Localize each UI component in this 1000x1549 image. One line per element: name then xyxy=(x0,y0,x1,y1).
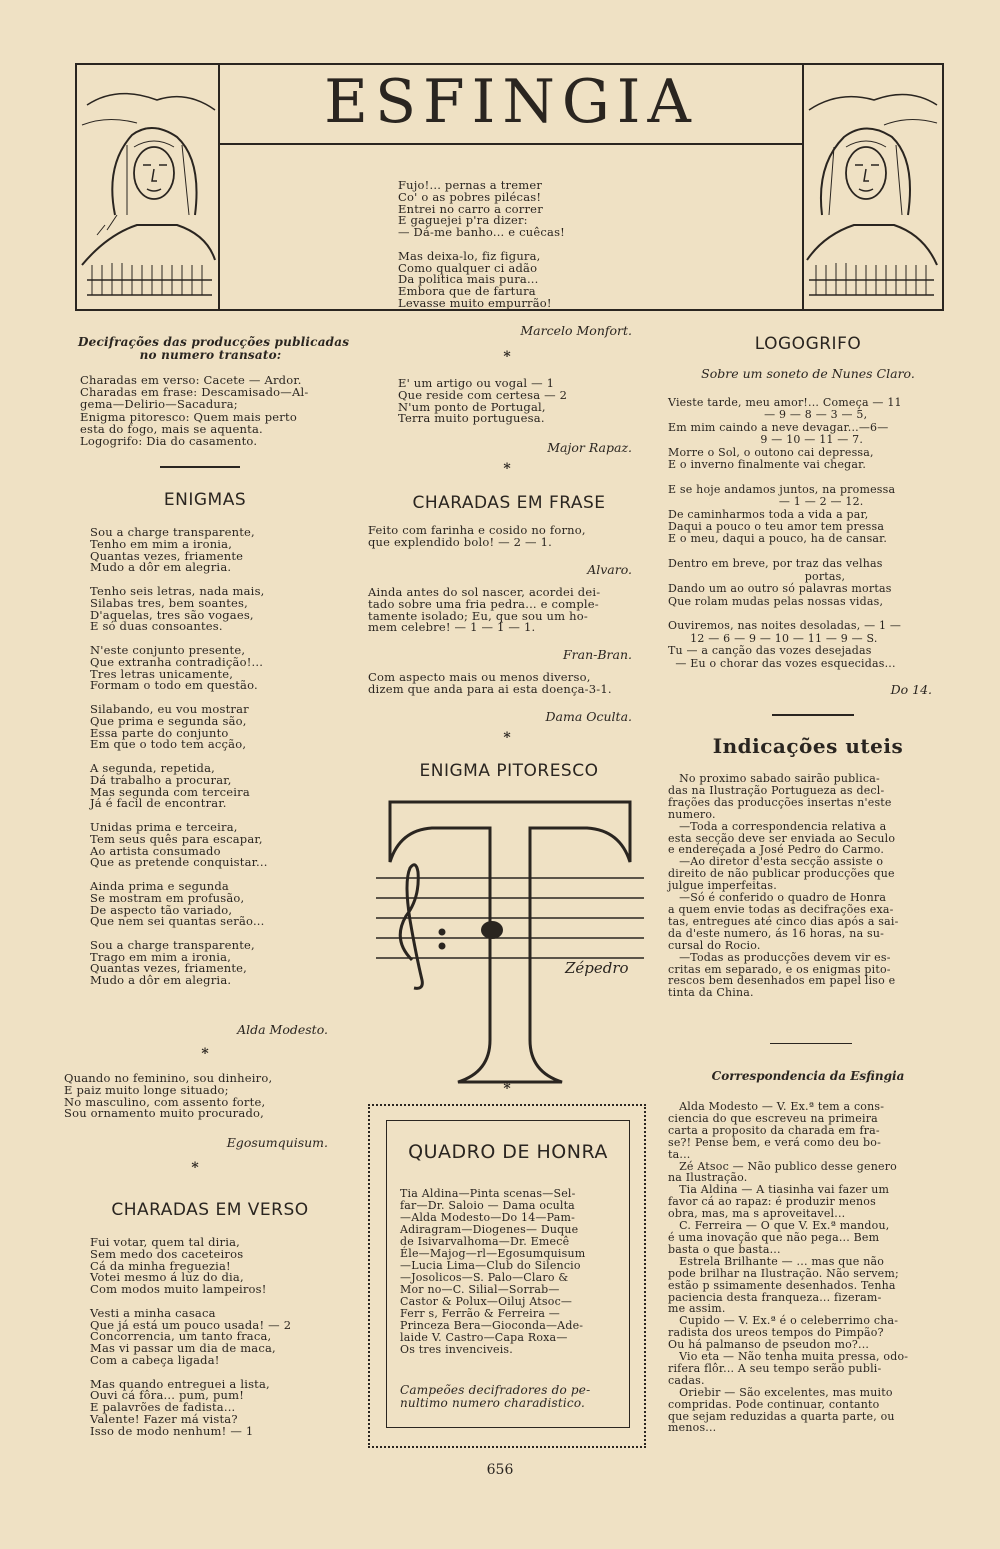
enigma-pitoresco-illustration xyxy=(372,790,648,1092)
decif-body: Charadas em verso: Cacete — Ardor. Charadas em frase: Descamisado—Al- gema—Delirio—Sacadura; Enigma pitoresco: Quem mais perto esta do fogo, mais se aquenta. Logogrifo: Dia do casamento. xyxy=(80,373,309,449)
page-number: 656 xyxy=(486,1462,514,1478)
divider xyxy=(160,466,240,468)
divider xyxy=(772,714,854,716)
charada-frase-text: Com aspecto mais ou menos diverso, dizem que anda para ai esta doença-3-1. xyxy=(368,670,612,696)
header-divider xyxy=(218,143,804,145)
separator-star: * xyxy=(503,349,511,365)
signature: Do 14. xyxy=(890,682,932,697)
sphinx-left-illustration xyxy=(77,65,218,306)
logogrifo-subtitle: Sobre um soneto de Nunes Claro. xyxy=(701,366,915,381)
enigmas-text: Sou a charge transparente, Tenho em mim a ironia, Quantas vezes, friamente Mudo a dôr em alegria. Tenho seis letras, nada mais, Silabas tres, bem soantes, D'aquelas, tres são vogaes, E só duas consoantes. N'este conjunto presente, Que extranha contradição!... Tres letras unicamente, Formam o todo em questão. Silabando, eu vou mostrar Que prima e segunda são, Essa parte do conjunto Em que o todo tem acção, A segunda, repetida, Dá trabalho a procurar, Mas segunda com terceira Já é facil de encontrar. Unidas prima e terceira, Tem seus quês para escapar, Ao artista consumado Que as pretende conquistar... Ainda prima e segunda Se mostram em profusão, De aspecto tão variado, Que nem sei quantas serão... Sou a charge transparente, Trago em mim a ironia, Quantas vezes, friamente, Mudo a dôr em alegria. xyxy=(90,525,268,988)
section-heading-correspondencia: Correspondencia da Esfingia xyxy=(711,1069,905,1083)
decif-title: Decifrações das producções publicadas no numero transato: xyxy=(78,335,350,362)
illustration-signature: Zépedro xyxy=(565,959,629,977)
separator-star: * xyxy=(503,461,511,477)
charada-frase-text: Feito com farinha e cosido no forno, que explendido bolo! — 2 — 1. xyxy=(368,523,586,549)
signature: Alda Modesto. xyxy=(237,1022,328,1037)
signature: Major Rapaz. xyxy=(547,440,632,455)
separator-star: * xyxy=(201,1046,209,1062)
logogrifo-text: Vieste tarde, meu amor!... Começa — 11 — 9 — 8 — 3 — 5, Em mim caindo a neve devagar...—6— 9 — 10 — 11 — 7. Morre o Sol, o outono cai depressa, E o inverno finalmente vai chegar. E se hoje andamos juntos, na promessa — 1 — 2 — 12. De caminharmos toda a vida a par, Daqui a pouco o teu amor tem pressa E o meu, daqui a pouco, ha de cansar. Dentro em breve, por traz das velhas portas, Dando um ao outro só palavras mortas Que rolam mudas pelas nossas vidas, Ouviremos, nas noites desoladas, — 1 — 12 — 6 — 9 — 10 — 11 — 9 — S. Tu — a canção das vozes desejadas — Eu o chorar das vozes esquecidas... xyxy=(668,396,902,670)
section-heading-charadas-frase: CHARADAS EM FRASE xyxy=(412,493,606,513)
section-heading-logogrifo: LOGOGRIFO xyxy=(754,334,862,354)
separator-star: * xyxy=(191,1160,199,1176)
section-heading-indicacoes-uteis: Indicações uteis xyxy=(712,734,904,758)
section-heading-enigma-pitoresco: ENIGMA PITORESCO xyxy=(419,761,599,781)
signature: Dama Oculta. xyxy=(545,709,632,724)
signature: Fran-Bran. xyxy=(562,647,632,662)
enigma-text: Quando no feminino, sou dinheiro, E paiz muito longe situado; No masculino, com assento forte, Sou ornamento muito procurado, xyxy=(64,1071,273,1121)
correspondencia-text: Alda Modesto — V. Ex.ª tem a cons- ciencia do que escreveu na primeira carta a proposito da charada em fra- se?! Pense bem, e verá como deu bo- ta... Zé Atsoc — Não publico desse genero na Ilustração. Tia Aldina — A tiasinha vai fazer um favor cá ao rapaz: é produzir menos obra, mas, ma s aproveitavel... C. Ferreira — O que V. Ex.ª mandou, é uma inovação que não pega... Bem basta o que basta... Estrela Brilhante — ... mas que não pode brilhar na Ilustração. Não servem; estão p ssimamente desenhados. Tenha paciencia desta franqueza... fizeram- me assim. Cupido — V. Ex.ª é o celeberrimo cha- radista dos ureos tempos do Pimpão? Ou há palmanso de pseudon mo?... Vio eta — Não tenha muita pressa, odo- rifera flôr... A seu tempo serão publi- cadas. Oriebir — São excelentes, mas muito compridas. Pode continuar, contanto que sejam reduzidas a quarta parte, ou menos... xyxy=(668,1100,909,1435)
quadro-de-honra-footer: Campeões decifradores do pe- nultimo numero charadistico. xyxy=(400,1383,591,1410)
poem-text: Fujo!... pernas a tremer Co' o as pobres pilécas! Entrei no carro a correr E gaguejei p'ra dizer: — Dá-me banho... e cuêcas! Mas deixa-lo, fiz figura, Como qualquer ci adão Da politica mais pura... Embora que de fartura Levasse muito empurrão! xyxy=(398,178,565,310)
section-heading-enigmas: ENIGMAS xyxy=(163,490,247,510)
sphinx-right-illustration xyxy=(804,65,940,306)
indicacoes-uteis-text: No proximo sabado sairão publica- das na Ilustração Portugueza as decl- frações das producções insertas n'este numero. —Toda a correspondencia relativa a esta secção deve ser enviada ao Seculo e endereçada a José Pedro do Carmo. —Ao diretor d'esta secção assiste o direito de não publicar producções que julgue imperfeitas. —Só é conferido o quadro de Honra a quem envie todas as decifrações exa- tas, entregues até cinco dias após a sai- da d'este numero, ás 16 horas, na su- cursal do Rocio. —Todas as producções devem vir es- critas em separado, e os enigmas pito- rescos bem desenhados em papel liso e tinta da China. xyxy=(668,772,899,1000)
divider xyxy=(770,1043,852,1044)
signature: Egosumquisum. xyxy=(226,1135,328,1150)
charada-text: E' um artigo ou vogal — 1 Que reside com certesa — 2 N'um ponto de Portugal, Terra muito portuguesa. xyxy=(398,376,568,426)
separator-star: * xyxy=(503,730,511,746)
quadro-de-honra-list: Tia Aldina—Pinta scenas—Sel- far—Dr. Saloio — Dama oculta —Alda Modesto—Do 14—Pam- Adiragram—Diogenes— Duque de Isivarvalhoma—Dr. Emecê Éle—Majog—rl—Egosumquisum —Lucia Lima—Club do Silencio —Josolicos—S. Palo—Claro & Mor no—C. Silial—Sorrab— Castor & Polux—Oiluj Atsoc— Ferr s, Ferrão & Ferreira — Princeza Bera—Gioconda—Ade- laide V. Castro—Capa Roxa— Os tres invenciveis. xyxy=(400,1187,586,1356)
signature: Marcelo Monfort. xyxy=(520,323,632,338)
separator-star: * xyxy=(503,1081,511,1097)
section-heading-charadas-verso: CHARADAS EM VERSO xyxy=(111,1200,309,1220)
charada-frase-text: Ainda antes do sol nascer, acordei dei- tado sobre uma fria pedra... e comple- tamente isolado; Eu, que sou um ho- mem celebre! — 1 — 1 — 1. xyxy=(368,585,601,635)
signature: Alvaro. xyxy=(587,562,632,577)
section-heading-quadro-de-honra: QUADRO DE HONRA xyxy=(408,1141,608,1163)
page-title: ESFINGIA xyxy=(324,67,698,137)
charadas-verso-text: Fui votar, quem tal diria, Sem medo dos caceteiros Cá da minha freguezia! Votei mesmo á luz do dia, Com modos muito lampeiros! Vesti a minha casaca Que já está um pouco usada! — 2 Concorrencia, um tanto fraca, Mas vi passar um dia de maca, Com a cabeça ligada! Mas quando entreguei a lista, Ouvi cá fôra... pum, pum! E palavrões de fadista... Valente! Fazer má vista? Isso de modo nenhum! — 1 xyxy=(90,1235,292,1438)
